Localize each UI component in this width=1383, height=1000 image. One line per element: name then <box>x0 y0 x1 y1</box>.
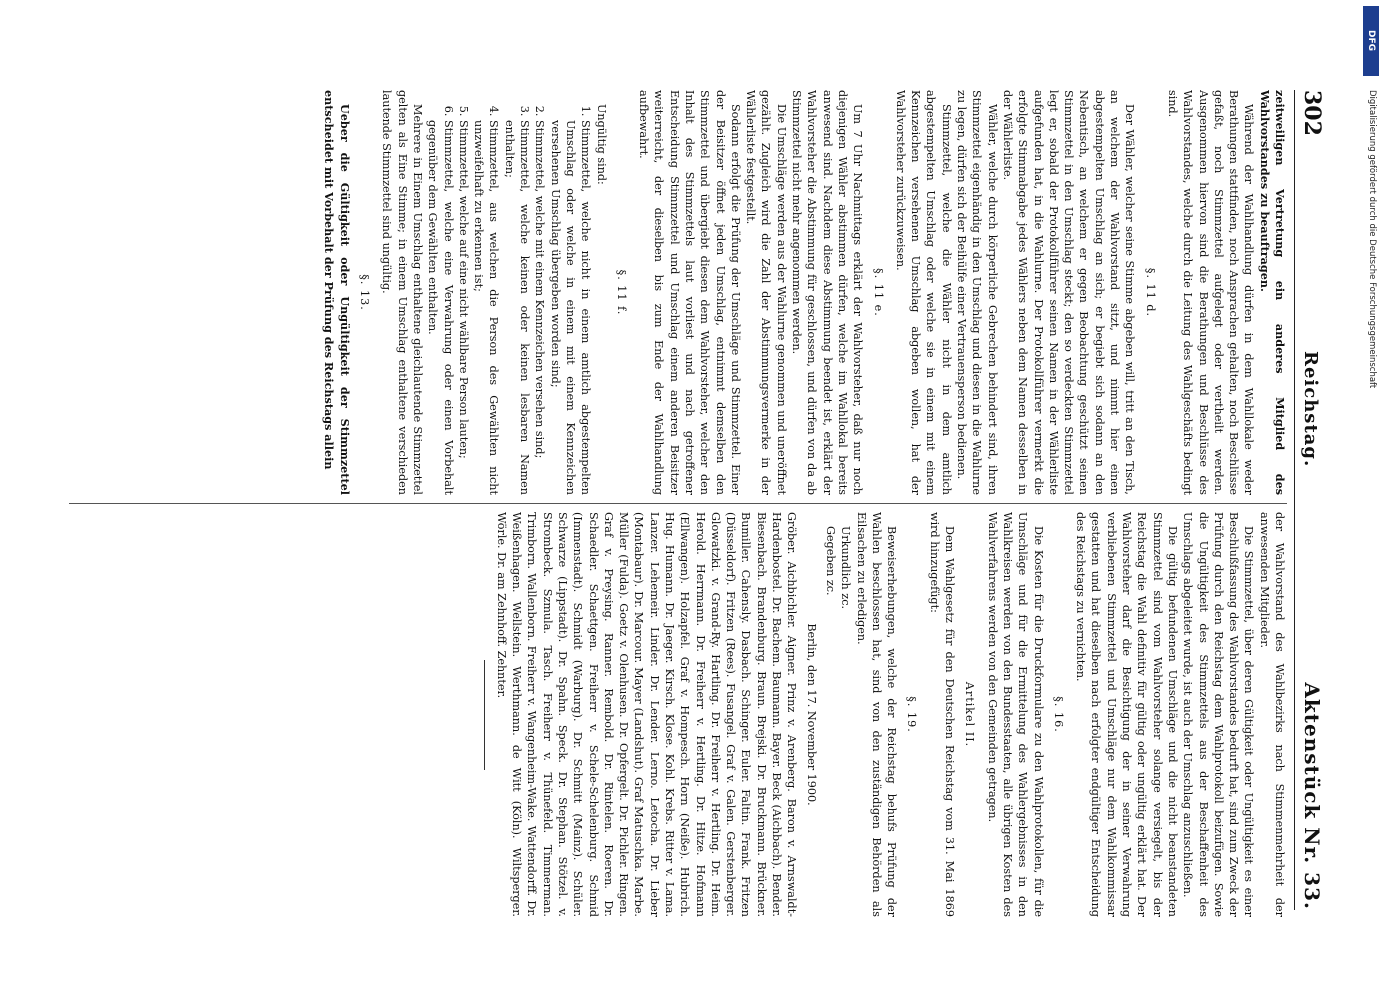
paragraph: Sodann erfolgt die Prüfung der Umschläge und Stimmzettel. Einer der Beisitzer öffnet jeden Umschlag, entnimmt demselben den Stimmzettel und übergiebt diesen dem Wahlvorsteher, welcher den Inhalt des Stimmzettels laut vorliest und nach getroffener Entscheidung Stimmzettel und Umschlag einem anderen Beisitzer weiterreicht, der dieselben bis zum Ende der Wahlhandlung aufbewahrt. <box>637 90 742 495</box>
right-column <box>69 512 1287 917</box>
paragraph: Wähler, welche durch körperliche Gebrechen behindert sind, ihren Stimmzettel eigenhändig in den Umschlag und diesen in die Wahlurne zu legen, dürfen sich der Beihülfe einer Vertrauensperson bedienen. <box>955 90 999 495</box>
list-item: 2. Stimmzettel, welche mit einem Kennzeichen versehen sind; <box>532 120 547 495</box>
paragraph: Ueber die Gültigkeit oder Ungültigkeit der Stimmzettel entscheidet mit Vorbehalt der Prüfung des Reichstags allein <box>322 90 352 495</box>
paragraph: Ungültig sind: <box>594 104 608 185</box>
section-heading: §. 11 d. <box>1143 267 1157 318</box>
list-item: 4. Stimmzettel, aus welchen die Person des Gewählten nicht unzweifelhaft zu erkennen ist; <box>471 120 502 495</box>
closing-formula: Gegeben zc. <box>823 526 837 596</box>
paragraph: Die gültig befundenen Umschläge und die nicht beanstandeten Stimmzettel sind vom Wahlvorsteher solange versiegelt, bis der Reichstag die Wahl definitiv für gültig oder ungültig erklärt hat. Der Wahlvorsteher darf die Besichtigung der in seiner Verwahrung verbliebenen Stimmzettel und Umschläge nur dem Wahlkommissar gestatten und hat dieselben nach erfolgter endgültiger Entscheidung des Reichstags zu vernichten. <box>1074 512 1179 917</box>
section-heading: §. 11 e. <box>871 268 885 317</box>
paragraph: Die Umschläge werden aus der Wahlurne genommen und uneröffnet gezählt. Zugleich wird die Zahl der Abstimmungsvermerke in der Wählerliste festgestellt. <box>744 90 788 495</box>
dfg-logo: DFG <box>1363 6 1379 76</box>
list-item: 3. Stimmzettel, welche keinen oder keinen lesbaren Namen enthalten; <box>501 120 532 495</box>
paragraph: Mehrere in Einem Umschlag enthaltene gleichlautende Stimmzettel gelten als Eine Stimme; in einem Umschlag enthaltene verschieden lautende Stimmzettel sind ungültig. <box>380 90 424 495</box>
list-item: 1. Stimmzettel, welche nicht in einem amtlich abgestempelten Umschlag oder welche in einem mit einem Kennzeichen versehenen Umschlag übergeben worden sind; <box>547 120 593 495</box>
invalid-ballot-list <box>425 90 593 495</box>
paragraph: der Wahlvorstand des Wahlbezirks nach Stimmenmehrheit der anwesenden Mitglieder. <box>1257 512 1286 917</box>
paragraph: Beweiserhebungen, welche der Reichstag behufs Prüfung der Wahlen beschlossen hat, sind von den zuständigen Behörden als Eilsachen zu erledigen. <box>854 512 899 917</box>
section-heading: §. 16. <box>1051 696 1065 733</box>
list-item: 6. Stimmzettel, welche eine Verwahrung oder einen Vorbehalt gegenüber dem Gewählten enthalten. <box>425 120 456 495</box>
paragraph: Die Stimmzettel, über deren Gültigkeit oder Ungültigkeit es einer Beschlußfassung des Wahlvorstandes bedurft hat, sind zum Zweck der Prüfung durch den Reichstag dem Wahlprotokoll beizufügen. Sowie die Ungültigkeit des Stimmzettels aus der Beschaffenheit des Umschlags abgeleitet wurde, ist auch der Umschlag anzuschließen. <box>1181 512 1256 917</box>
document-page <box>49 50 1339 950</box>
signatories: Gröber. Aichbichler. Aigner. Prinz v. Arenberg. Baron v. Arnswaldt-Hardenbostel. Dr. Bachem. Baumann. Bayer. Beck (Aichbach). Bender. Biesenbach. Brandenburg. Braun. Brejski. Dr. Bruckmann. Brückner. Bumiller. Cahensly. Dasbach. Schinger. Euler. Faltin. Frank. Fritzen (Düsseldorf). Fritzen (Rees). Fusangel. Graf v. Galen. Gerstenberger. Glowatzki. v. Grand-Ry. Hartling. Dr. Freiherr v. Hertling. Dr. Heim. Herold. Herrmann. Dr. Freiherr v. Hertling. Dr. Hitze. Hofmann (Ellwangen). Holzapfel. Graf v. Hompesch. Horn (Neiße). Hubrich. Hug. Humann. Dr. Jaeger. Kirsch. Klose. Kohl. Krebs. Ritter v. Lama. Lanzer. Lehemeir. Linder. Dr. Lender. Lerno. Letocha. Dr. Lieber (Montabaur). Dr. Marcour. Mayer (Landshut). Graf Matuschka. Marbe. Müller (Fulda). Goetz v. Olenhusen. Dr. Opfergelt. Dr. Pichler. Ringen. Graf v. Preysing. Ranner. Rembold. Dr. Rintelen. Roeren. Dr. Schaedler. Schaettgen. Freiherr v. Schele-Schelenburg. Schmid (Immenstadt). Schmidt (Warburg). Dr. Schmitt (Mainz). Schüler. Schwarze (Lippstadt). Dr. Spahn. Speck. Dr. Stephan. Stötzel. v. Strombeck. Szmula. Tasch. Freiherr v. Thünefeld. Timmerman. Trimborn. Wallenborn. Freiherr v. Wangenheim-Wake. Wattendorff. Dr. Weißenhagen. Wellstein. Werthmann. de Witt (Köln). Wiltsperger. Wörle. Dr. am Zehnhoff. Zehnter. <box>494 512 799 917</box>
paragraph: Die Kosten für die Druckformulare zu den Wahlprotokollen, für die Umschläge und für die Ermittelung des Wahlergebnisses in den Wahlkreisen werden von den Bundesstaaten, alle übrigen Kosten des Wahlverfahrens werden von den Gemeinden getragen. <box>985 512 1045 917</box>
page-header <box>1294 90 1325 910</box>
paragraph: Dem Wahlgesetz für den Deutschen Reichstag vom 31. Mai 1869 wird hinzugefügt: <box>927 512 957 917</box>
section-heading: §. 11 f. <box>614 269 628 316</box>
digitization-note: Digitalisierung gefördert durch die Deutsche Forschungsgemeinschaft <box>1367 90 1377 389</box>
date-line: Berlin, den 17. November 1900. <box>804 623 818 806</box>
paragraph: Um 7 Uhr Nachmittags erklärt der Wahlvorsteher, daß nur noch diejenigen Wähler abstimmen dürfen, welche im Wahllokal bereits anwesend sind. Nachdem diese Abstimmung beendet ist, erklärt der Wahlvorsteher die Abstimmung für geschlossen, und dürfen von da ab Stimmzettel nicht mehr angenommen werden. <box>790 90 865 495</box>
end-rule <box>484 660 485 770</box>
section-heading: §. 13. <box>358 274 372 311</box>
paragraph: Stimmzettel, welche die Wähler nicht in dem amtlich abgestempelten Umschlag oder welche sie in einem mit einem Kennzeichen versehenen Umschlag abgeben wollen, hat der Wahlvorsteher zurückzuweisen. <box>893 90 953 495</box>
column-divider <box>69 503 1287 504</box>
closing-formula: Urkundlich zc. <box>839 526 853 610</box>
section-heading: §. 19. <box>905 696 919 733</box>
page-number: 302 <box>1299 90 1325 136</box>
section-title: Reichstag. <box>1300 351 1321 468</box>
paragraph: Während der Wahlhandlung dürfen in dem Wahllokale weder Berathungen stattfinden, noch Ansprachen gehalten, noch Beschlüsse gefaßt, noch Stimmzettel aufgelegt oder vertheilt werden. Ausgenommen hiervon sind die Berathungen und Beschlüsse des Wahlvorstandes, welche durch die Leitung des Wahlgeschäfts bedingt sind. <box>1165 90 1256 495</box>
article-heading: Artikel II. <box>963 681 977 748</box>
left-column <box>69 90 1287 495</box>
paragraph: Der Wähler, welcher seine Stimme abgeben will, tritt an den Tisch, an welchem der Wahlvorstand sitzt, und nimmt hier einen abgestempelten Umschlag an sich; er begiebt sich sodann an den Nebentisch, an welchem er gegen Beobachtung geschützt seinen Stimmzettel in den Umschlag steckt; den so verdeckten Stimmzettel legt er, sobald der Protokollführer seinen Namen in der Wählerliste aufgefunden hat, in die Wahlurne. Der Protokollführer vermerkt die erfolgte Stimmabgabe jedes Wählers neben dem Namen desselben in der Wählerliste. <box>1000 90 1137 495</box>
list-item: 5. Stimmzettel, welche auf eine nicht wählbare Person lauten; <box>456 120 471 495</box>
paragraph: zeitweiligen Vertretung ein anderes Mitglied des Wahlvorstandes zu beauftragen. <box>1257 90 1287 495</box>
document-title: Aktenstück Nr. 33. <box>1300 682 1324 910</box>
